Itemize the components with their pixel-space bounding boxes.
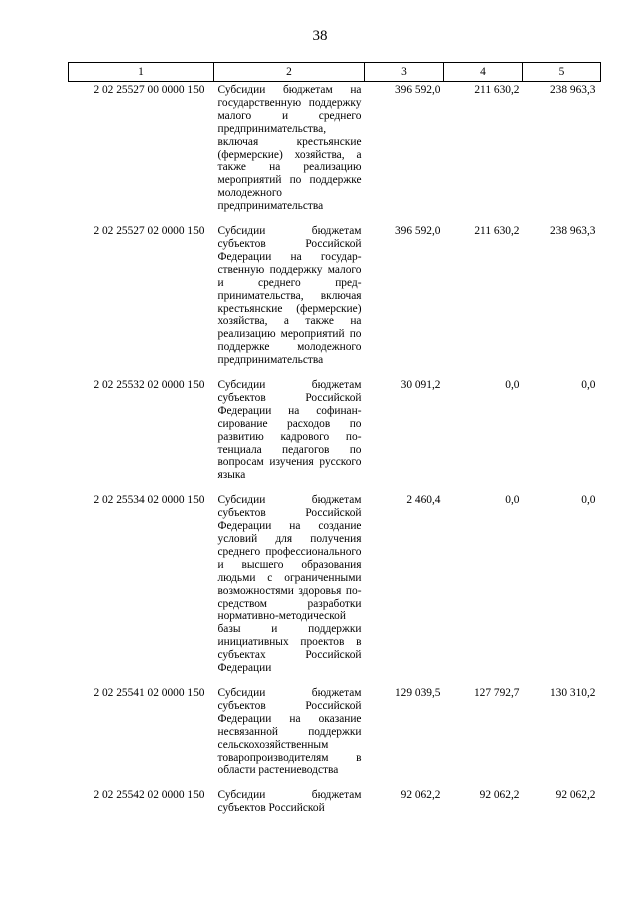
table-header-row [69,63,601,82]
value-column-5: 238 963,3 [549,225,596,238]
table-row [69,223,601,377]
value-column-4: 92 062,2 [479,789,520,802]
table-row [69,492,601,685]
value-column-5: 0,0 [581,379,596,392]
value-column-4: 0,0 [505,494,520,507]
budget-code: 2 02 25541 02 0000 150 [93,686,205,699]
budget-description: Субсидии бюджетам субъектов Российской Федерации на создание условий для получения среднего профессионального и высшего образования людьми с ограниченными возможностями здоровья посредством разработки нормативно-методической базы и поддержки инициативных проектов в субъектах Российской Федерации [217,494,362,675]
value-column-3: 396 592,0 [394,225,441,238]
budget-description: Субсидии бюджетам субъектов Российской [217,789,362,815]
budget-code: 2 02 25527 00 0000 150 [93,84,205,96]
column-header-code: 1 [69,63,214,82]
column-header-value-4: 4 [444,63,523,82]
budget-description: Субсидии бюджетам субъектов Российской Федерации на государственную поддержку малого и среднего предпринимательства, включая крестьянские (фермерские) хозяйства, а также на реализацию мероприятий по поддержке молодежного предпринимательства [217,225,362,367]
column-header-description: 2 [214,63,365,82]
page-number: 38 [312,28,328,44]
value-column-5: 92 062,2 [555,789,596,802]
table-row [69,82,601,224]
budget-code: 2 02 25534 02 0000 150 [93,494,205,507]
value-column-3: 396 592,0 [394,84,441,96]
budget-code: 2 02 25532 02 0000 150 [93,379,205,392]
value-column-3: 129 039,5 [394,686,441,699]
value-column-4: 127 792,7 [473,686,520,699]
value-column-5: 238 963,3 [549,84,596,96]
column-header-value-3: 3 [365,63,444,82]
value-column-3: 2 460,4 [406,494,441,507]
table-row [69,685,601,787]
value-column-5: 0,0 [581,494,596,507]
value-column-4: 211 630,2 [474,225,520,238]
column-header-value-5: 5 [523,63,601,82]
budget-description: Субсидии бюджетам на государственную поддержку малого и среднего предпринимательства, включая крестьянские (фермерские) хозяйства, а также на реализацию мероприятий по поддержке молодежного предпринимательства [217,84,362,213]
value-column-3: 92 062,2 [400,789,441,802]
value-column-4: 211 630,2 [474,84,520,96]
budget-revenue-table [68,62,601,815]
table-row [69,787,601,815]
value-column-3: 30 091,2 [400,379,441,392]
value-column-4: 0,0 [505,379,520,392]
budget-code: 2 02 25542 02 0000 150 [93,789,205,802]
budget-description: Субсидии бюджетам субъектов Российской Федерации на оказание несвязанной поддержки сельскохозяйственным товаропроизводителям в области растениеводства [217,686,362,777]
value-column-5: 130 310,2 [549,686,596,699]
budget-description: Субсидии бюджетам субъектов Российской Федерации на софинансирование расходов по развитию кадрового потенциала педагогов по вопросам изучения русского языка [217,379,362,482]
table-row [69,377,601,492]
budget-code: 2 02 25527 02 0000 150 [93,225,205,238]
